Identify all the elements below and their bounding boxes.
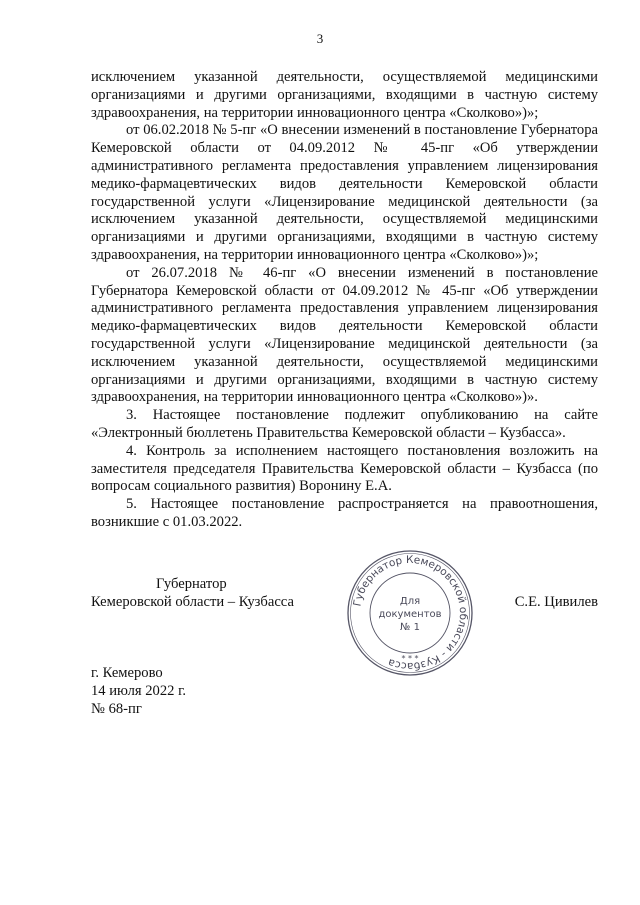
seal-graphic — [345, 548, 475, 678]
place-city: г. Кемерово — [91, 665, 163, 681]
seal-stars: * * * — [401, 654, 419, 663]
document-body — [91, 69, 598, 532]
signatory-name: С.Е. Цивилев — [514, 594, 598, 610]
paragraph-publication: 3. Настоящее постановление подлежит опубликованию на сайте «Электронный бюллетень Правительства Кемеровской области – Кузбасса». — [91, 407, 598, 441]
official-seal-stamp — [345, 548, 475, 678]
signatory-title — [91, 576, 331, 612]
place-date-number — [91, 665, 186, 718]
signatory-title-line2: Кемеровской области – Кузбасса — [91, 593, 294, 610]
paragraph-resolution-46pg: от 26.07.2018 № 46-пг «О внесении изменений в постановление Губернатора Кемеровской области от 04.09.2012 № 45-пг «Об утверждении административного регламента предоставления управлением лицензирования медико-фармацевтических видов деятельности Кемеровской области государственной услуги «Лицензирование медицинской деятельности (за исключением указанной деятельности, осуществляемой медицинскими организациями и другими организациями, входящими в частную систему здравоохранения, на территории инновационного центра «Сколково»)». — [91, 264, 598, 406]
paragraph-effective-date: 5. Настоящее постановление распространяется на правоотношения, возникшие с 01.03.2022. — [91, 496, 598, 530]
signatory-title-line1: Губернатор — [156, 576, 227, 592]
paragraph-control: 4. Контроль за исполнением настоящего постановления возложить на заместителя председателя Правительства Кемеровской области – Кузбасса (по вопросам социального развития) Воронину Е.А. — [91, 442, 598, 495]
seal-center-line1: Для — [399, 596, 421, 607]
seal-center-line2: документов — [378, 609, 442, 620]
page-number: 3 — [316, 31, 324, 46]
document-date: 14 июля 2022 г. — [91, 682, 187, 699]
seal-center-line3: № 1 — [400, 622, 420, 633]
seal-ring-text: Губернатор Кемеровской области - Кузбасса — [351, 553, 470, 673]
paragraph-resolution-5pg: от 06.02.2018 № 5-пг «О внесении изменений в постановление Губернатора Кемеровской области от 04.09.2012 № 45-пг «Об утверждении административного регламента предоставления управлением лицензирования медико-фармацевтических видов деятельности Кемеровской области государственной услуги «Лицензирование медицинской деятельности (за исключением указанной деятельности, осуществляемой медицинскими организациями и другими организациями, входящими в частную систему здравоохранения, на территории инновационного центра «Сколково»)»; — [91, 122, 598, 263]
paragraph-continuation: исключением указанной деятельности, осуществляемой медицинскими организациями и другими организациями, входящими в частную систему здравоохранения, на территории инновационного центра «Сколково»)»; — [91, 69, 598, 121]
document-number: № 68-пг — [91, 700, 142, 717]
